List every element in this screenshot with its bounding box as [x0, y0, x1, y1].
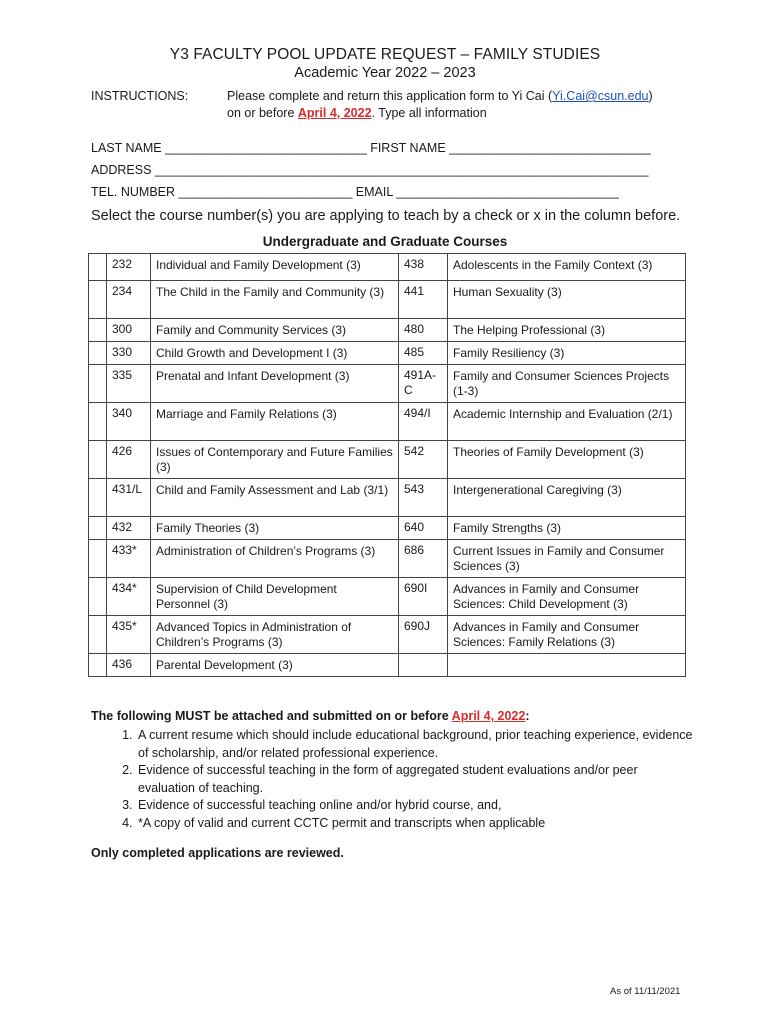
requirement-item: 3. Evidence of successful teaching online and/or hybrid course, and,	[136, 797, 696, 815]
requirements-title-suffix: :	[525, 709, 530, 723]
left-checkbox-cell[interactable]	[89, 342, 107, 365]
right-course-name: Family Resiliency (3)	[448, 342, 686, 365]
left-course-name: Family and Community Services (3)	[151, 319, 399, 342]
left-course-name: Administration of Children’s Programs (3)	[151, 540, 399, 578]
last-name-field[interactable]: LAST NAME _____________________________	[91, 141, 367, 155]
right-course-name: Theories of Family Development (3)	[448, 441, 686, 479]
left-course-number: 434*	[107, 578, 151, 616]
right-course-number: 441	[399, 281, 448, 319]
left-course-name: Child Growth and Development I (3)	[151, 342, 399, 365]
right-course-name: Academic Internship and Evaluation (2/1)	[448, 403, 686, 441]
instructions-close-paren: )	[648, 89, 653, 103]
address-field[interactable]: ADDRESS _______________________________________________________________________	[91, 163, 649, 177]
table-row	[89, 479, 686, 517]
contact-fields-row	[91, 185, 619, 199]
right-course-name	[448, 654, 686, 677]
left-course-number: 232	[107, 254, 151, 281]
right-course-name: Intergenerational Caregiving (3)	[448, 479, 686, 517]
as-of-date: As of 11/11/2021	[610, 986, 681, 997]
right-course-number: 438	[399, 254, 448, 281]
table-row	[89, 540, 686, 578]
instructions-suffix: . Type all information	[371, 106, 487, 120]
left-checkbox-cell[interactable]	[89, 254, 107, 281]
left-course-name: Advanced Topics in Administration of Children’s Programs (3)	[151, 616, 399, 654]
left-checkbox-cell[interactable]	[89, 403, 107, 441]
left-course-number: 436	[107, 654, 151, 677]
requirements-section	[91, 709, 696, 832]
left-checkbox-cell[interactable]	[89, 540, 107, 578]
left-course-name: The Child in the Family and Community (3)	[151, 281, 399, 319]
left-course-number: 426	[107, 441, 151, 479]
select-course-instruction: Select the course number(s) you are applying to teach by a check or x in the column before.	[91, 208, 681, 224]
requirements-list	[91, 727, 696, 832]
table-row	[89, 441, 686, 479]
left-course-number: 432	[107, 517, 151, 540]
left-course-number: 340	[107, 403, 151, 441]
requirements-title-prefix: The following MUST be attached and submitted on or before	[91, 709, 452, 723]
left-course-number: 335	[107, 365, 151, 403]
table-row	[89, 578, 686, 616]
instructions-line-1	[227, 89, 653, 103]
left-course-number: 435*	[107, 616, 151, 654]
left-course-name: Family Theories (3)	[151, 517, 399, 540]
right-course-number: 690J	[399, 616, 448, 654]
left-course-name: Issues of Contemporary and Future Families (3)	[151, 441, 399, 479]
right-course-number: 640	[399, 517, 448, 540]
right-course-number: 485	[399, 342, 448, 365]
right-course-number: 494/I	[399, 403, 448, 441]
right-course-number: 542	[399, 441, 448, 479]
right-course-name: Human Sexuality (3)	[448, 281, 686, 319]
instructions-text: Please complete and return this application form to Yi Cai (	[227, 89, 553, 103]
first-name-field[interactable]: FIRST NAME _____________________________	[370, 141, 651, 155]
right-course-name: Family Strengths (3)	[448, 517, 686, 540]
table-row	[89, 403, 686, 441]
table-heading: Undergraduate and Graduate Courses	[262, 234, 508, 249]
course-table	[88, 253, 686, 677]
right-course-number: 480	[399, 319, 448, 342]
right-course-number	[399, 654, 448, 677]
requirements-deadline: April 4, 2022	[451, 709, 526, 723]
requirements-title	[91, 709, 696, 723]
table-row	[89, 654, 686, 677]
deadline-date: April 4, 2022	[297, 106, 372, 120]
instructions-line-2	[227, 106, 487, 120]
requirement-item: 2. Evidence of successful teaching in the form of aggregated student evaluations and/or peer evaluation of teaching.	[136, 762, 696, 797]
left-checkbox-cell[interactable]	[89, 479, 107, 517]
right-course-number: 491A-C	[399, 365, 448, 403]
table-row	[89, 342, 686, 365]
left-course-name: Prenatal and Infant Development (3)	[151, 365, 399, 403]
requirement-item: 4. *A copy of valid and current CCTC permit and transcripts when applicable	[136, 815, 696, 833]
left-checkbox-cell[interactable]	[89, 616, 107, 654]
requirement-item: 1. A current resume which should include educational background, prior teaching experience, evidence of scholarship, and/or related professional experience.	[136, 727, 696, 762]
email-field[interactable]: EMAIL ________________________________	[355, 185, 619, 199]
table-row	[89, 616, 686, 654]
left-course-name: Marriage and Family Relations (3)	[151, 403, 399, 441]
right-course-name: The Helping Professional (3)	[448, 319, 686, 342]
table-row	[89, 281, 686, 319]
left-checkbox-cell[interactable]	[89, 319, 107, 342]
right-course-number: 690I	[399, 578, 448, 616]
only-completed-note: Only completed applications are reviewed.	[91, 846, 344, 860]
left-course-name: Individual and Family Development (3)	[151, 254, 399, 281]
instructions-label: INSTRUCTIONS:	[91, 89, 189, 103]
left-checkbox-cell[interactable]	[89, 654, 107, 677]
left-course-number: 431/L	[107, 479, 151, 517]
right-course-name: Adolescents in the Family Context (3)	[448, 254, 686, 281]
left-checkbox-cell[interactable]	[89, 281, 107, 319]
table-row	[89, 517, 686, 540]
left-course-name: Child and Family Assessment and Lab (3/1)	[151, 479, 399, 517]
left-course-number: 330	[107, 342, 151, 365]
right-course-number: 686	[399, 540, 448, 578]
table-row	[89, 319, 686, 342]
right-course-number: 543	[399, 479, 448, 517]
page-title: Y3 FACULTY POOL UPDATE REQUEST – FAMILY STUDIES	[169, 46, 601, 63]
table-row	[89, 365, 686, 403]
right-course-name: Advances in Family and Consumer Sciences: Child Development (3)	[448, 578, 686, 616]
left-checkbox-cell[interactable]	[89, 441, 107, 479]
left-course-name: Parental Development (3)	[151, 654, 399, 677]
left-checkbox-cell[interactable]	[89, 517, 107, 540]
right-course-name: Current Issues in Family and Consumer Sciences (3)	[448, 540, 686, 578]
left-course-name: Supervision of Child Development Personnel (3)	[151, 578, 399, 616]
left-checkbox-cell[interactable]	[89, 365, 107, 403]
tel-number-field[interactable]: TEL. NUMBER _________________________	[91, 185, 353, 199]
left-course-number: 433*	[107, 540, 151, 578]
instructions-prefix: on or before	[227, 106, 298, 120]
academic-year: Academic Year 2022 – 2023	[294, 65, 476, 81]
name-fields-row	[91, 141, 651, 155]
right-course-name: Advances in Family and Consumer Sciences: Family Relations (3)	[448, 616, 686, 654]
right-course-name: Family and Consumer Sciences Projects (1-3)	[448, 365, 686, 403]
contact-email-link[interactable]: Yi.Cai@csun.edu	[552, 89, 649, 103]
left-checkbox-cell[interactable]	[89, 578, 107, 616]
left-course-number: 234	[107, 281, 151, 319]
left-course-number: 300	[107, 319, 151, 342]
table-row	[89, 254, 686, 281]
